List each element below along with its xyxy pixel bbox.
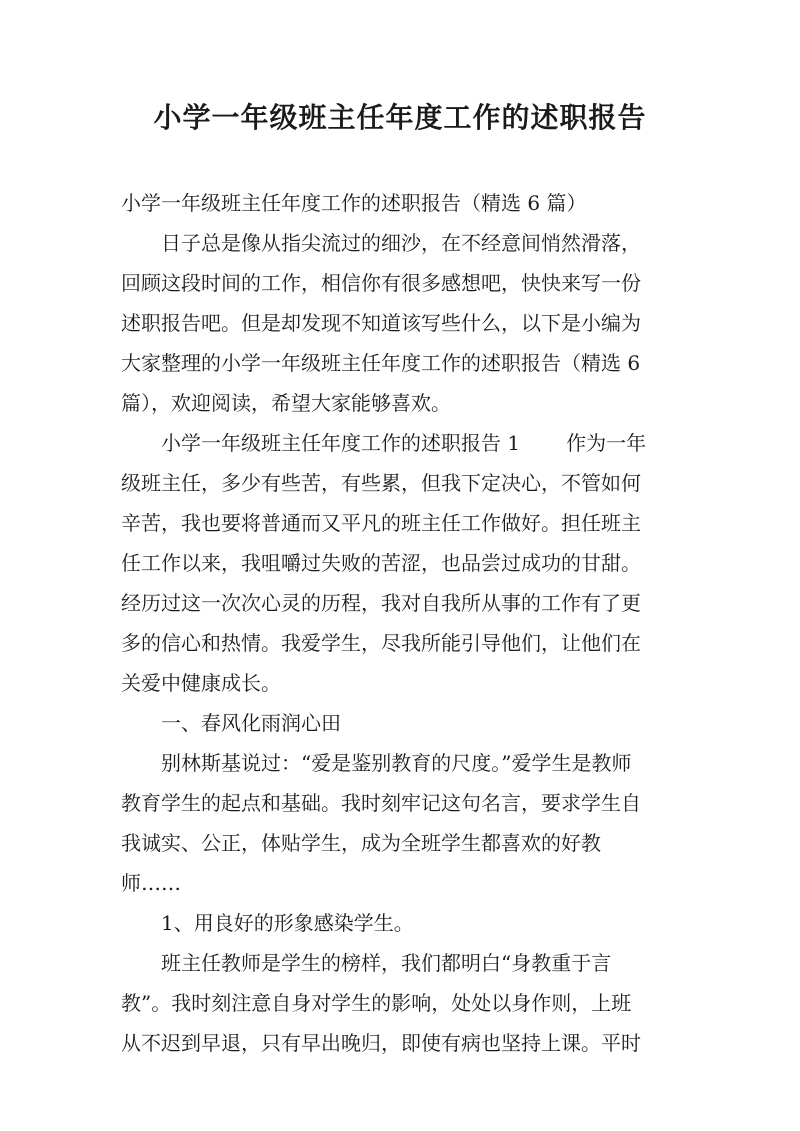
section1-line: 师…… xyxy=(121,871,181,895)
report1-first-words: 作为一年 xyxy=(566,431,647,455)
intro-line: 述职报告吧。但是却发现不知道该写些什么，以下是小编为 xyxy=(121,311,641,335)
item1-line: 教”。我时刻注意自身对学生的影响，处处以身作则，上班 xyxy=(121,991,632,1015)
report1-line: 级班主任，多少有些苦，有些累，但我下定决心，不管如何 xyxy=(121,471,641,495)
document-title: 小学一年级班主任年度工作的述职报告 xyxy=(153,101,647,134)
intro-line: 回顾这段时间的工作，相信你有很多感想吧，快快来写一份 xyxy=(121,271,641,295)
report1-line: 关爱中健康成长。 xyxy=(121,671,281,695)
intro-line: 日子总是像从指尖流过的细沙，在不经意间悄然滑落， xyxy=(161,231,641,255)
report1-heading-line xyxy=(161,428,681,458)
report1-heading: 小学一年级班主任年度工作的述职报告 1 xyxy=(161,431,521,455)
item1-heading: 1、用良好的形象感染学生。 xyxy=(161,911,414,935)
section1-line: 教育学生的起点和基础。我时刻牢记这句名言，要求学生自 xyxy=(121,791,641,815)
intro-line: 篇），欢迎阅读，希望大家能够喜欢。 xyxy=(121,391,451,415)
item1-line: 从不迟到早退，只有早出晚归，即使有病也坚持上课。平时 xyxy=(121,1031,641,1055)
report1-line: 任工作以来，我咀嚼过失败的苦涩，也品尝过成功的甘甜。 xyxy=(121,551,641,575)
section1-line: 别林斯基说过：“爱是鉴别教育的尺度。”爱学生是教师 xyxy=(161,751,632,775)
report1-line: 经历过这一次次心灵的历程，我对自我所从事的工作有了更 xyxy=(121,591,641,615)
report1-line: 多的信心和热情。我爱学生，尽我所能引导他们，让他们在 xyxy=(121,631,641,655)
intro-line: 大家整理的小学一年级班主任年度工作的述职报告（精选 6 xyxy=(121,351,641,375)
section1-heading: 一、春风化雨润心田 xyxy=(161,711,341,735)
report1-line: 辛苦，我也要将普通而又平凡的班主任工作做好。担任班主 xyxy=(121,511,641,535)
section1-line: 我诚实、公正，体贴学生，成为全班学生都喜欢的好教 xyxy=(121,831,601,855)
item1-line: 班主任教师是学生的榜样，我们都明白“身教重于言 xyxy=(161,951,612,975)
document-subtitle: 小学一年级班主任年度工作的述职报告（精选 6 篇） xyxy=(121,191,587,215)
